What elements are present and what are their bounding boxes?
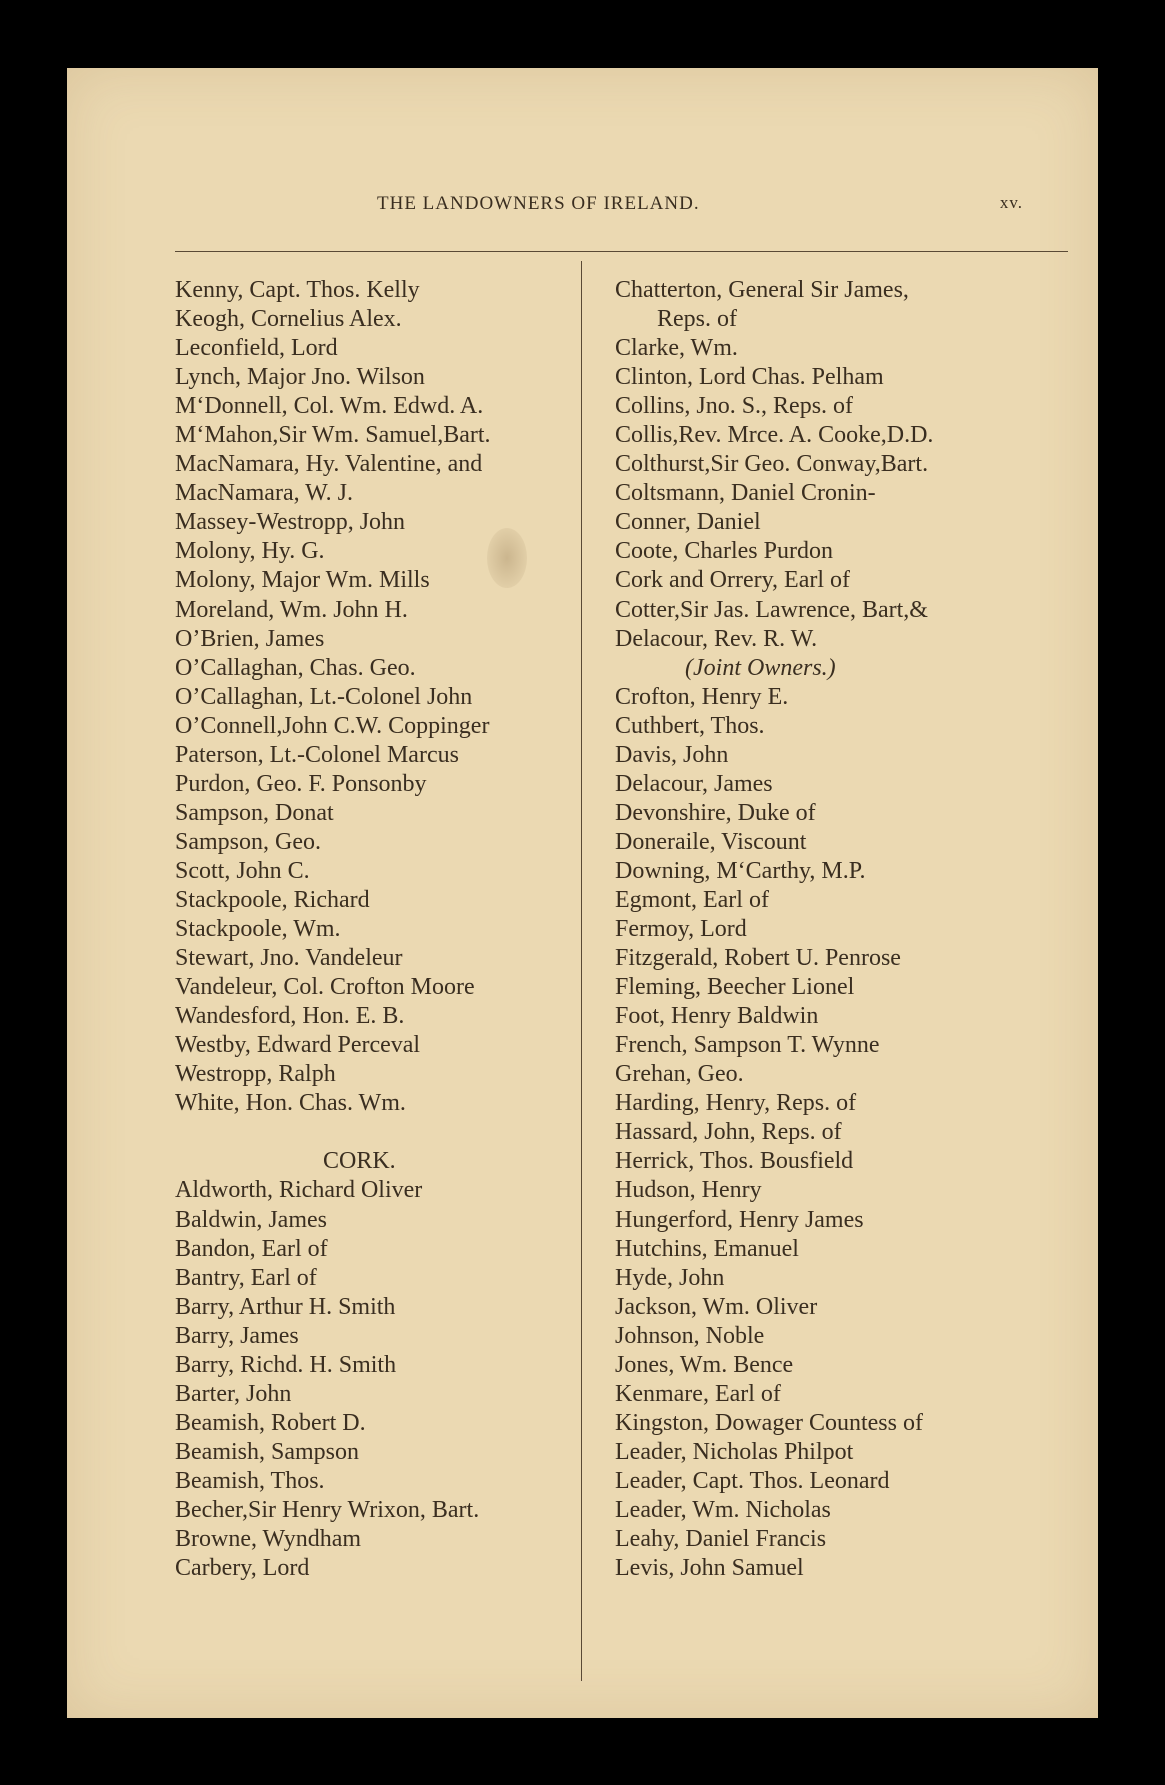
landowner-entry: Davis, John	[615, 741, 729, 768]
landowner-entry: Coltsmann, Daniel Cronin-	[615, 480, 876, 507]
landowner-entry: Johnson, Noble	[615, 1322, 765, 1349]
landowner-entry: Cuthbert, Thos.	[615, 712, 765, 739]
landowner-entry: Hyde, John	[615, 1264, 725, 1291]
landowner-entry: Hutchins, Emanuel	[615, 1235, 799, 1262]
landowner-entry: Fitzgerald, Robert U. Penrose	[615, 945, 901, 972]
landowner-entry: Clinton, Lord Chas. Pelham	[615, 364, 884, 391]
landowner-entry: Jackson, Wm. Oliver	[615, 1293, 818, 1320]
landowner-entry: Molony, Hy. G.	[175, 538, 325, 565]
page-number: xv.	[999, 193, 1023, 212]
landowner-entry: Coote, Charles Purdon	[615, 538, 833, 565]
landowner-entry: French, Sampson T. Wynne	[615, 1032, 880, 1059]
landowner-entry: Sampson, Donat	[175, 799, 334, 826]
landowner-entry: Kingston, Dowager Countess of	[615, 1409, 923, 1436]
landowner-entry: Hassard, John, Reps. of	[615, 1119, 842, 1146]
landowner-entry: Wandesford, Hon. E. B.	[175, 1003, 405, 1030]
list-item-continuation: Reps. of	[657, 306, 737, 333]
landowner-entry: O’Brien, James	[175, 625, 325, 652]
landowner-entry: Lynch, Major Jno. Wilson	[175, 364, 425, 391]
landowner-entry: Purdon, Geo. F. Ponsonby	[175, 770, 427, 797]
landowner-entry: Moreland, Wm. John H.	[175, 596, 408, 623]
landowner-entry: Jones, Wm. Bence	[615, 1351, 794, 1378]
landowner-entry: O’Callaghan, Chas. Geo.	[175, 654, 416, 681]
landowner-entry: Colthurst,Sir Geo. Conway,Bart.	[615, 451, 929, 478]
page-header	[67, 193, 1098, 223]
landowner-entry: Cotter,Sir Jas. Lawrence, Bart,&	[615, 596, 928, 623]
landowner-entry: O’Connell,John C.W. Coppinger	[175, 712, 490, 739]
landowner-entry: Beamish, Sampson	[175, 1438, 359, 1465]
landowner-entry: Stewart, Jno. Vandeleur	[175, 945, 403, 972]
landowner-entry: Leader, Nicholas Philpot	[615, 1438, 854, 1465]
landowner-entry: White, Hon. Chas. Wm.	[175, 1090, 406, 1117]
landowner-entry: Leader, Capt. Thos. Leonard	[615, 1467, 890, 1494]
landowner-entry: Carbery, Lord	[175, 1555, 310, 1582]
landowner-entry: Harding, Henry, Reps. of	[615, 1090, 857, 1117]
landowner-entry: Chatterton, General Sir James,	[615, 277, 909, 303]
landowner-entry: Foot, Henry Baldwin	[615, 1003, 819, 1030]
landowner-entry: Barter, John	[175, 1380, 292, 1407]
header-rule	[175, 251, 1068, 252]
landowner-entry: Collins, Jno. S., Reps. of	[615, 393, 854, 420]
landowner-entry: Devonshire, Duke of	[615, 799, 816, 826]
landowner-entry: Sampson, Geo.	[175, 828, 321, 855]
landowner-entry: M‘Donnell, Col. Wm. Edwd. A.	[175, 393, 484, 420]
landowner-entry: Downing, M‘Carthy, M.P.	[615, 857, 866, 884]
right-column	[615, 276, 933, 1583]
county-heading: CORK.	[323, 1148, 396, 1175]
landowner-entry: Bantry, Earl of	[175, 1264, 317, 1291]
landowner-entry: Stackpoole, Wm.	[175, 916, 341, 943]
landowner-entry: Barry, Richd. H. Smith	[175, 1351, 397, 1378]
left-column	[175, 276, 491, 1583]
column-divider	[581, 261, 582, 1681]
landowner-entry: Becher,Sir Henry Wrixon, Bart.	[175, 1496, 480, 1523]
landowner-entry: Baldwin, James	[175, 1206, 327, 1233]
landowner-entry: Vandeleur, Col. Crofton Moore	[175, 974, 475, 1001]
landowner-entry: MacNamara, W. J.	[175, 480, 353, 507]
landowner-entry: Stackpoole, Richard	[175, 886, 370, 913]
landowner-entry: Collis,Rev. Mrce. A. Cooke,D.D.	[615, 422, 934, 449]
landowner-entry: M‘Mahon,Sir Wm. Samuel,Bart.	[175, 422, 491, 449]
landowner-entry: Kenny, Capt. Thos. Kelly	[175, 277, 420, 303]
landowner-entry: Conner, Daniel	[615, 509, 761, 536]
landowner-entry: Grehan, Geo.	[615, 1061, 744, 1088]
landowner-entry: Delacour, Rev. R. W.	[615, 625, 818, 652]
landowner-entry: Kenmare, Earl of	[615, 1380, 781, 1407]
landowner-entry: Egmont, Earl of	[615, 886, 769, 913]
landowner-entry: Scott, John C.	[175, 857, 310, 884]
landowner-entry: Beamish, Robert D.	[175, 1409, 366, 1436]
landowner-entry: Aldworth, Richard Oliver	[175, 1177, 423, 1204]
landowner-entry: Herrick, Thos. Bousfield	[615, 1148, 854, 1175]
landowner-entry: Westby, Edward Perceval	[175, 1032, 421, 1059]
landowner-entry: Doneraile, Viscount	[615, 828, 807, 855]
landowner-entry: Westropp, Ralph	[175, 1061, 336, 1088]
landowner-entry: Cork and Orrery, Earl of	[615, 567, 851, 594]
landowner-entry: Paterson, Lt.-Colonel Marcus	[175, 741, 459, 768]
blank-line	[175, 1118, 491, 1147]
landowner-entry: Molony, Major Wm. Mills	[175, 567, 430, 594]
landowner-entry: Crofton, Henry E.	[615, 683, 789, 710]
landowner-entry: Hungerford, Henry James	[615, 1206, 864, 1233]
landowner-entry: Barry, Arthur H. Smith	[175, 1293, 396, 1320]
book-page	[67, 68, 1098, 1718]
landowner-entry: Levis, John Samuel	[615, 1555, 804, 1582]
landowner-entry: Keogh, Cornelius Alex.	[175, 306, 402, 333]
landowner-entry: Leahy, Daniel Francis	[615, 1526, 827, 1553]
landowner-entry: Massey-Westropp, John	[175, 509, 406, 536]
landowner-entry: Clarke, Wm.	[615, 335, 738, 362]
landowner-entry: O’Callaghan, Lt.-Colonel John	[175, 683, 473, 710]
landowner-entry: Barry, James	[175, 1322, 299, 1349]
landowner-entry: Hudson, Henry	[615, 1177, 762, 1204]
landowner-entry: Fleming, Beecher Lionel	[615, 974, 855, 1001]
landowner-entry: Beamish, Thos.	[175, 1467, 325, 1494]
landowner-entry: MacNamara, Hy. Valentine, and	[175, 451, 483, 478]
running-title: THE LANDOWNERS OF IRELAND.	[377, 193, 700, 214]
landowner-entry: Bandon, Earl of	[175, 1235, 328, 1262]
joint-owners-note: (Joint Owners.)	[685, 654, 836, 681]
landowner-entry: Leconfield, Lord	[175, 335, 338, 362]
landowner-entry: Fermoy, Lord	[615, 916, 747, 943]
landowner-entry: Leader, Wm. Nicholas	[615, 1496, 831, 1523]
landowner-entry: Browne, Wyndham	[175, 1526, 362, 1553]
paper-stain	[487, 528, 527, 588]
landowner-entry: Delacour, James	[615, 770, 773, 797]
